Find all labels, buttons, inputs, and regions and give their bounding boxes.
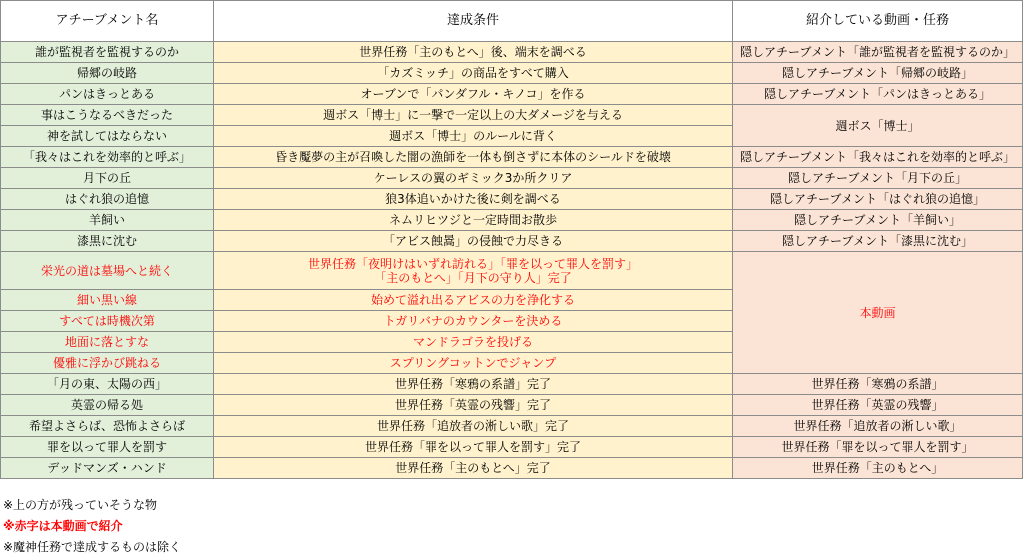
condition-line: 「主のもとへ」「月下の守り人」完了 <box>374 270 572 285</box>
condition-line: 世界任務「主のもとへ」後、端末を調べる <box>359 45 587 59</box>
achievement-name-cell[interactable]: 誰が監視者を監視するのか <box>1 42 214 63</box>
achievement-name-cell[interactable]: 地面に落とすな <box>1 332 214 353</box>
table-row <box>1 374 1023 395</box>
achievement-name-cell[interactable]: 月下の丘 <box>1 168 214 189</box>
achievement-name-cell[interactable]: 細い黒い線 <box>1 290 214 311</box>
condition-line: 世界任務「追放者の淅しい歌」完了 <box>376 419 569 433</box>
condition-cell[interactable] <box>214 105 733 126</box>
achievement-name-cell[interactable]: 羊飼い <box>1 210 214 231</box>
condition-line: ケーレスの翼のギミック3か所クリア <box>373 171 573 185</box>
note-line: ※赤字は本動画で紹介 <box>3 519 123 533</box>
condition-cell[interactable] <box>214 252 733 290</box>
source-cell[interactable]: 世界任務「罪を以って罪人を罰す」 <box>733 437 1023 458</box>
table-row <box>1 189 1023 210</box>
source-cell[interactable]: 世界任務「寒鴉の系譜」 <box>733 374 1023 395</box>
table-row <box>1 210 1023 231</box>
condition-cell[interactable] <box>214 332 733 353</box>
condition-line: ネムリヒツジと一定時間お散歩 <box>388 213 557 227</box>
condition-cell[interactable] <box>214 395 733 416</box>
condition-cell[interactable] <box>214 210 733 231</box>
condition-cell[interactable] <box>214 458 733 479</box>
source-cell[interactable]: 世界任務「主のもとへ」 <box>733 458 1023 479</box>
condition-line: 始めて溢れ出るアビスの力を浄化する <box>370 293 575 307</box>
source-cell[interactable]: 隠しアチーブメント「羊飼い」 <box>733 210 1023 231</box>
condition-line: トガリバナのカウンターを決める <box>383 314 563 328</box>
source-cell[interactable]: 隠しアチーブメント「パンはきっとある」 <box>733 84 1023 105</box>
condition-cell[interactable] <box>214 42 733 63</box>
source-cell[interactable]: 隠しアチーブメント「帰郷の岐路」 <box>733 63 1023 84</box>
condition-cell[interactable] <box>214 147 733 168</box>
condition-cell[interactable] <box>214 63 733 84</box>
achievement-name-cell[interactable]: 栄光の道は墓場へと続く <box>1 252 214 290</box>
table-row <box>1 42 1023 63</box>
source-cell[interactable]: 隠しアチーブメント「月下の丘」 <box>733 168 1023 189</box>
condition-cell[interactable] <box>214 416 733 437</box>
achievement-name-cell[interactable]: 「月の東、太陽の西」 <box>1 374 214 395</box>
achievement-name-cell[interactable]: 帰郷の岐路 <box>1 63 214 84</box>
condition-line: 世界任務「夜明けはいずれ訪れる」「罪を以って罪人を罰す」 <box>307 256 638 271</box>
table-row <box>1 395 1023 416</box>
condition-cell[interactable] <box>214 374 733 395</box>
condition-cell[interactable] <box>214 437 733 458</box>
achievement-name-cell[interactable]: すべては時機次第 <box>1 311 214 332</box>
condition-line: 世界任務「英霊の残響」完了 <box>394 398 551 412</box>
achievement-name-cell[interactable]: 希望よさらば、恐怖よさらば <box>1 416 214 437</box>
source-cell[interactable]: 隠しアチーブメント「我々はこれを効率的と呼ぶ」 <box>733 147 1023 168</box>
achievement-name-cell[interactable]: パンはきっとある <box>1 84 214 105</box>
condition-line: マンドラゴラを投げる <box>412 335 533 349</box>
source-cell[interactable]: 世界任務「追放者の淅しい歌」 <box>733 416 1023 437</box>
condition-line: 昏き魘夢の主が召喚した闇の漁師を一体も倒さずに本体のシールドを破壊 <box>275 150 671 164</box>
header-row <box>1 1 1023 42</box>
header-condition[interactable]: 達成条件 <box>214 1 733 42</box>
table-row <box>1 416 1023 437</box>
condition-cell[interactable] <box>214 189 733 210</box>
condition-cell[interactable] <box>214 353 733 374</box>
condition-line: 世界任務「主のもとへ」完了 <box>395 461 551 475</box>
achievement-name-cell[interactable]: 事はこうなるべきだった <box>1 105 214 126</box>
condition-cell[interactable] <box>214 126 733 147</box>
table-row <box>1 458 1023 479</box>
header-achievement-name[interactable]: アチーブメント名 <box>1 1 214 42</box>
source-cell[interactable]: 隠しアチーブメント「漆黒に沈む」 <box>733 231 1023 252</box>
note-line: ※魔神任務で達成するものは除く <box>3 540 182 554</box>
condition-line: 「カズミッチ」の商品をすべて購入 <box>377 66 569 80</box>
source-cell[interactable]: 週ボス「博士」 <box>733 105 1023 147</box>
achievement-name-cell[interactable]: 英霊の帰る処 <box>1 395 214 416</box>
table-row <box>1 63 1023 84</box>
achievement-name-cell[interactable]: 漆黒に沈む <box>1 231 214 252</box>
condition-line: 週ボス「博士」のルールに背く <box>389 129 557 143</box>
note-line: ※上の方が残っていそうな物 <box>3 498 158 512</box>
condition-line: 世界任務「寒鴉の系譜」完了 <box>394 377 551 391</box>
table-row <box>1 168 1023 189</box>
achievement-name-cell[interactable]: はぐれ狼の追憶 <box>1 189 214 210</box>
achievement-name-cell[interactable]: 神を試してはならない <box>1 126 214 147</box>
table-body <box>1 42 1023 479</box>
table-row <box>1 231 1023 252</box>
condition-line: 「アビス蝕暠」の侵蝕で力尽きる <box>382 234 563 248</box>
source-cell[interactable]: 世界任務「英霊の残響」 <box>733 395 1023 416</box>
condition-cell[interactable] <box>214 311 733 332</box>
condition-line: スプリングコットンでジャンプ <box>389 356 557 370</box>
table-row <box>1 105 1023 126</box>
source-cell[interactable]: 本動画 <box>733 252 1023 374</box>
source-cell[interactable]: 隠しアチーブメント「誰が監視者を監視するのか」 <box>733 42 1023 63</box>
condition-line: 世界任務「罪を以って罪人を罰す」完了 <box>364 440 581 454</box>
condition-cell[interactable] <box>214 84 733 105</box>
table-row <box>1 147 1023 168</box>
header-source[interactable]: 紹介している動画・任務 <box>733 1 1023 42</box>
source-cell[interactable]: 隠しアチーブメント「はぐれ狼の追憶」 <box>733 189 1023 210</box>
condition-cell[interactable] <box>214 231 733 252</box>
condition-line: 狼3体追いかけた後に剣を調べる <box>385 192 561 206</box>
notes <box>3 495 181 558</box>
achievement-name-cell[interactable]: デッドマンズ・ハンド <box>1 458 214 479</box>
table-row <box>1 252 1023 290</box>
condition-line: 週ボス「博士」に一撃で一定以上の大ダメージを与える <box>323 108 623 122</box>
achievement-name-cell[interactable]: 罪を以って罪人を罰す <box>1 437 214 458</box>
condition-cell[interactable] <box>214 168 733 189</box>
table-row <box>1 437 1023 458</box>
condition-cell[interactable] <box>214 290 733 311</box>
achievement-name-cell[interactable]: 優雅に浮かび跳ねる <box>1 353 214 374</box>
table-row <box>1 84 1023 105</box>
achievement-name-cell[interactable]: 「我々はこれを効率的と呼ぶ」 <box>1 147 214 168</box>
condition-line: オーブンで「パンダフル・キノコ」を作る <box>360 87 586 101</box>
